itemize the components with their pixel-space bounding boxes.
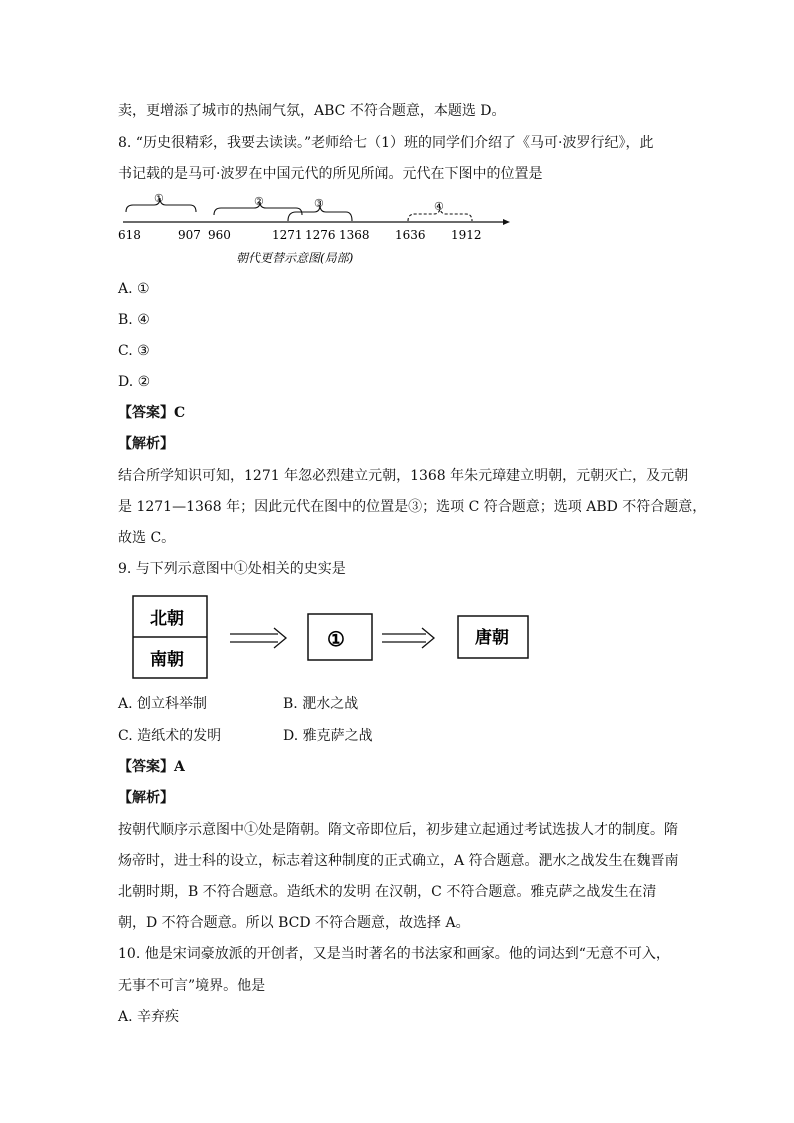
answer-label: 【答案】A <box>118 759 185 775</box>
option-d: D. ② <box>118 374 151 390</box>
figure-caption: 朝代更替示意图(局部) <box>236 251 354 265</box>
text-line: 卖，更增添了城市的热闹气氛，ABC 不符合题意，本题选 D。 <box>118 103 506 119</box>
option-b: B. ④ <box>118 312 150 328</box>
question-8-text-cont: 书记载的是马可·波罗在中国元代的所见所闻。元代在下图中的位置是 <box>118 166 543 182</box>
analysis-label: 【解析】 <box>118 436 174 452</box>
options-row <box>118 694 358 714</box>
tick-label: 960 <box>208 228 231 242</box>
question-9-text: 9. 与下列示意图中①处相关的史实是 <box>118 561 346 577</box>
analysis-text: 北朝时期，B 不符合题意。造纸术的发明 在汉朝，C 不符合题意。雅克萨之战发生在清 <box>118 884 657 900</box>
options-row <box>118 726 373 746</box>
tang-dynasty-label: 唐朝 <box>475 628 509 648</box>
dynasty-timeline-figure <box>118 190 538 270</box>
tick-label: 1276 <box>305 228 336 242</box>
option-a: A. 创立科举制 <box>118 696 208 712</box>
marker-3: ③ <box>314 197 324 210</box>
timeline-arrowhead <box>503 219 510 225</box>
tick-label: 1271 <box>272 228 303 242</box>
analysis-label: 【解析】 <box>118 790 174 806</box>
answer-label: 【答案】C <box>118 405 186 421</box>
south-dynasty-label: 南朝 <box>150 650 184 670</box>
option-d: D. 雅克萨之战 <box>283 728 373 744</box>
middle-marker: ① <box>327 627 345 651</box>
option-a: A. 辛弃疾 <box>118 1009 180 1025</box>
tick-label: 1912 <box>451 228 482 242</box>
analysis-text: 按朝代顺序示意图中①处是隋朝。隋文帝即位后，初步建立起通过考试选拔人才的制度。隋 <box>118 822 678 838</box>
tick-label: 618 <box>118 228 141 242</box>
question-10-text: 10. 他是宋词豪放派的开创者，又是当时著名的书法家和画家。他的词达到“无意不可入， <box>118 946 670 962</box>
analysis-text: 是 1271—1368 年；因此元代在图中的位置是③；选项 C 符合题意；选项 ABD 不符合题意， <box>118 499 707 515</box>
marker-1: ① <box>154 192 164 205</box>
tick-label: 1636 <box>395 228 426 242</box>
tick-label: 1368 <box>339 228 370 242</box>
double-arrow-icon <box>274 628 286 648</box>
double-arrow-icon <box>422 628 434 648</box>
dynasty-flow-figure <box>130 590 550 685</box>
option-a: A. ① <box>118 281 150 297</box>
question-10-text-cont: 无事不可言”境界。他是 <box>118 978 266 994</box>
analysis-text: 故选 C。 <box>118 530 176 546</box>
north-dynasty-label: 北朝 <box>150 609 184 629</box>
tick-label: 907 <box>178 228 201 242</box>
analysis-text: 朝，D 不符合题意。所以 BCD 不符合题意，故选择 A。 <box>118 915 470 931</box>
question-8-text: 8. “历史很精彩，我要去读读。”老师给七（1）班的同学们介绍了《马可·波罗行纪》，此 <box>118 135 654 151</box>
analysis-text: 炀帝时，进士科的设立，标志着这种制度的正式确立，A 符合题意。淝水之战发生在魏晋南 <box>118 853 679 869</box>
option-c: C. ③ <box>118 343 150 359</box>
option-c: C. 造纸术的发明 <box>118 728 222 744</box>
marker-4: ④ <box>434 200 444 213</box>
analysis-text: 结合所学知识可知，1271 年忽必烈建立元朝，1368 年朱元璋建立明朝，元朝灭亡，及元朝 <box>118 468 689 484</box>
marker-2: ② <box>254 195 264 208</box>
option-b: B. 淝水之战 <box>283 696 359 712</box>
